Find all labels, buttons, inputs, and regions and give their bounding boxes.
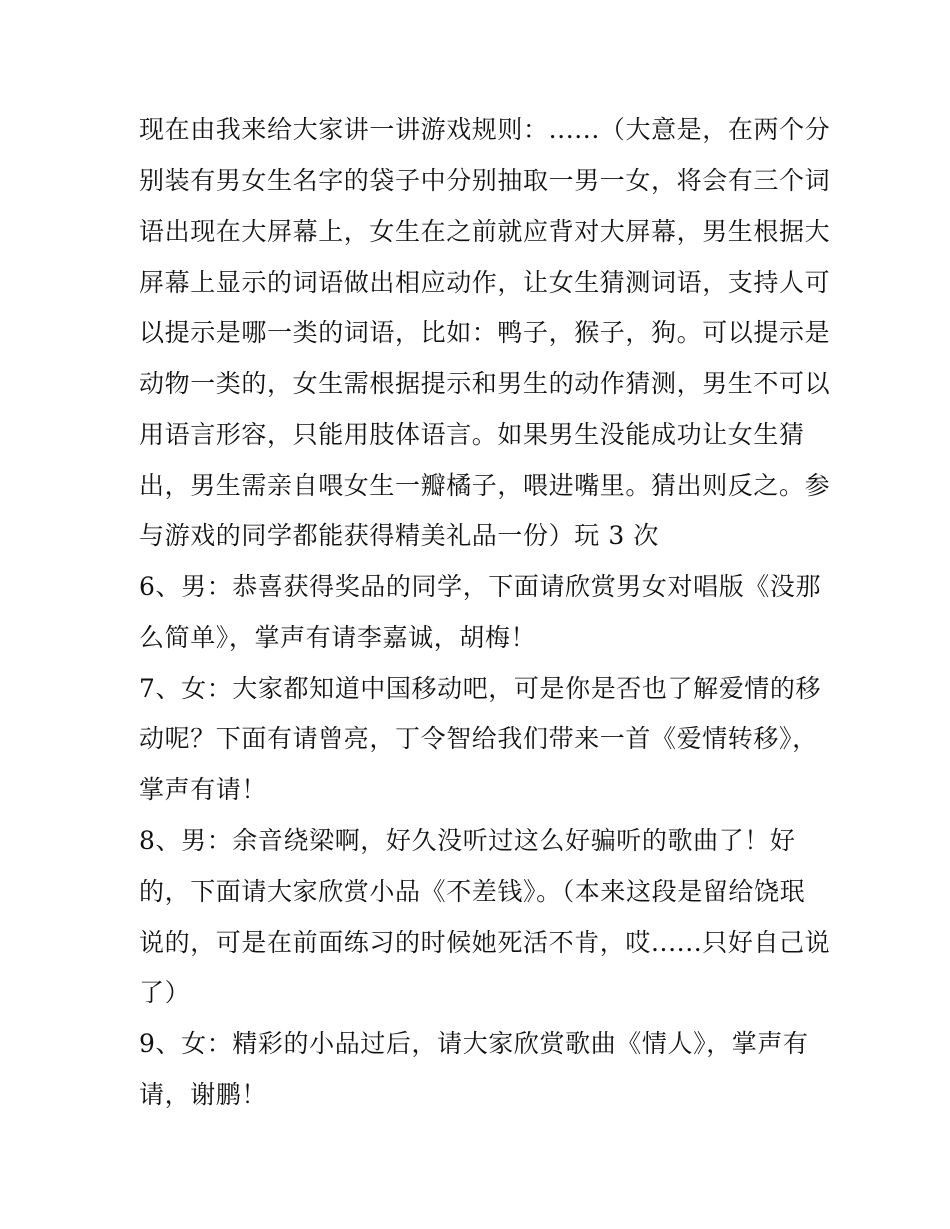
text-line: 现在由我来给大家讲一讲游戏规则：......（大意是，在两个分 <box>139 115 831 144</box>
text-line: 9、女：精彩的小品过后，请大家欣赏歌曲《情人》，掌声有 <box>139 1029 809 1058</box>
text-line: 7、女：大家都知道中国移动吧，可是你是否也了解爱情的移 <box>139 674 822 703</box>
text-line: 的，下面请大家欣赏小品《不差钱》。（本来这段是留给饶珉 <box>139 877 806 906</box>
text-line: 语出现在大屏幕上，女生在之前就应背对大屏幕，男生根据大 <box>139 217 831 246</box>
text-line: 别装有男女生名字的袋子中分别抽取一男一女，将会有三个词 <box>139 166 831 195</box>
text-line: 屏幕上显示的词语做出相应动作，让女生猜测词语，支持人可 <box>139 268 831 297</box>
text-line: 么简单》，掌声有请李嘉诚，胡梅！ <box>139 623 537 652</box>
text-line: 说的，可是在前面练习的时候她死活不肯，哎......只好自己说 <box>139 928 831 957</box>
text-line: 8、男：余音绕梁啊，好久没听过这么好骗听的歌曲了！好 <box>139 826 796 855</box>
text-line: 了） <box>139 978 191 1007</box>
text-line: 出，男生需亲自喂女生一瓣橘子，喂进嘴里。猜出则反之。参 <box>139 471 831 500</box>
text-line: 与游戏的同学都能获得精美礼品一份）玩 3 次 <box>139 521 660 550</box>
text-line: 动呢？下面有请曾亮，丁令智给我们带来一首《爱情转移》， <box>139 724 818 753</box>
text-line: 以提示是哪一类的词语，比如：鸭子，猴子，狗。可以提示是 <box>139 318 831 347</box>
text-line: 动物一类的，女生需根据提示和男生的动作猜测，男生不可以 <box>139 369 831 398</box>
text-line: 6、男：恭喜获得奖品的同学，下面请欣赏男女对唱版《没那 <box>139 572 822 601</box>
text-line: 用语言形容，只能用肢体语言。如果男生没能成功让女生猜 <box>139 420 805 449</box>
text-line: 请，谢鹏！ <box>139 1080 268 1109</box>
text-line: 掌声有请！ <box>139 775 268 804</box>
